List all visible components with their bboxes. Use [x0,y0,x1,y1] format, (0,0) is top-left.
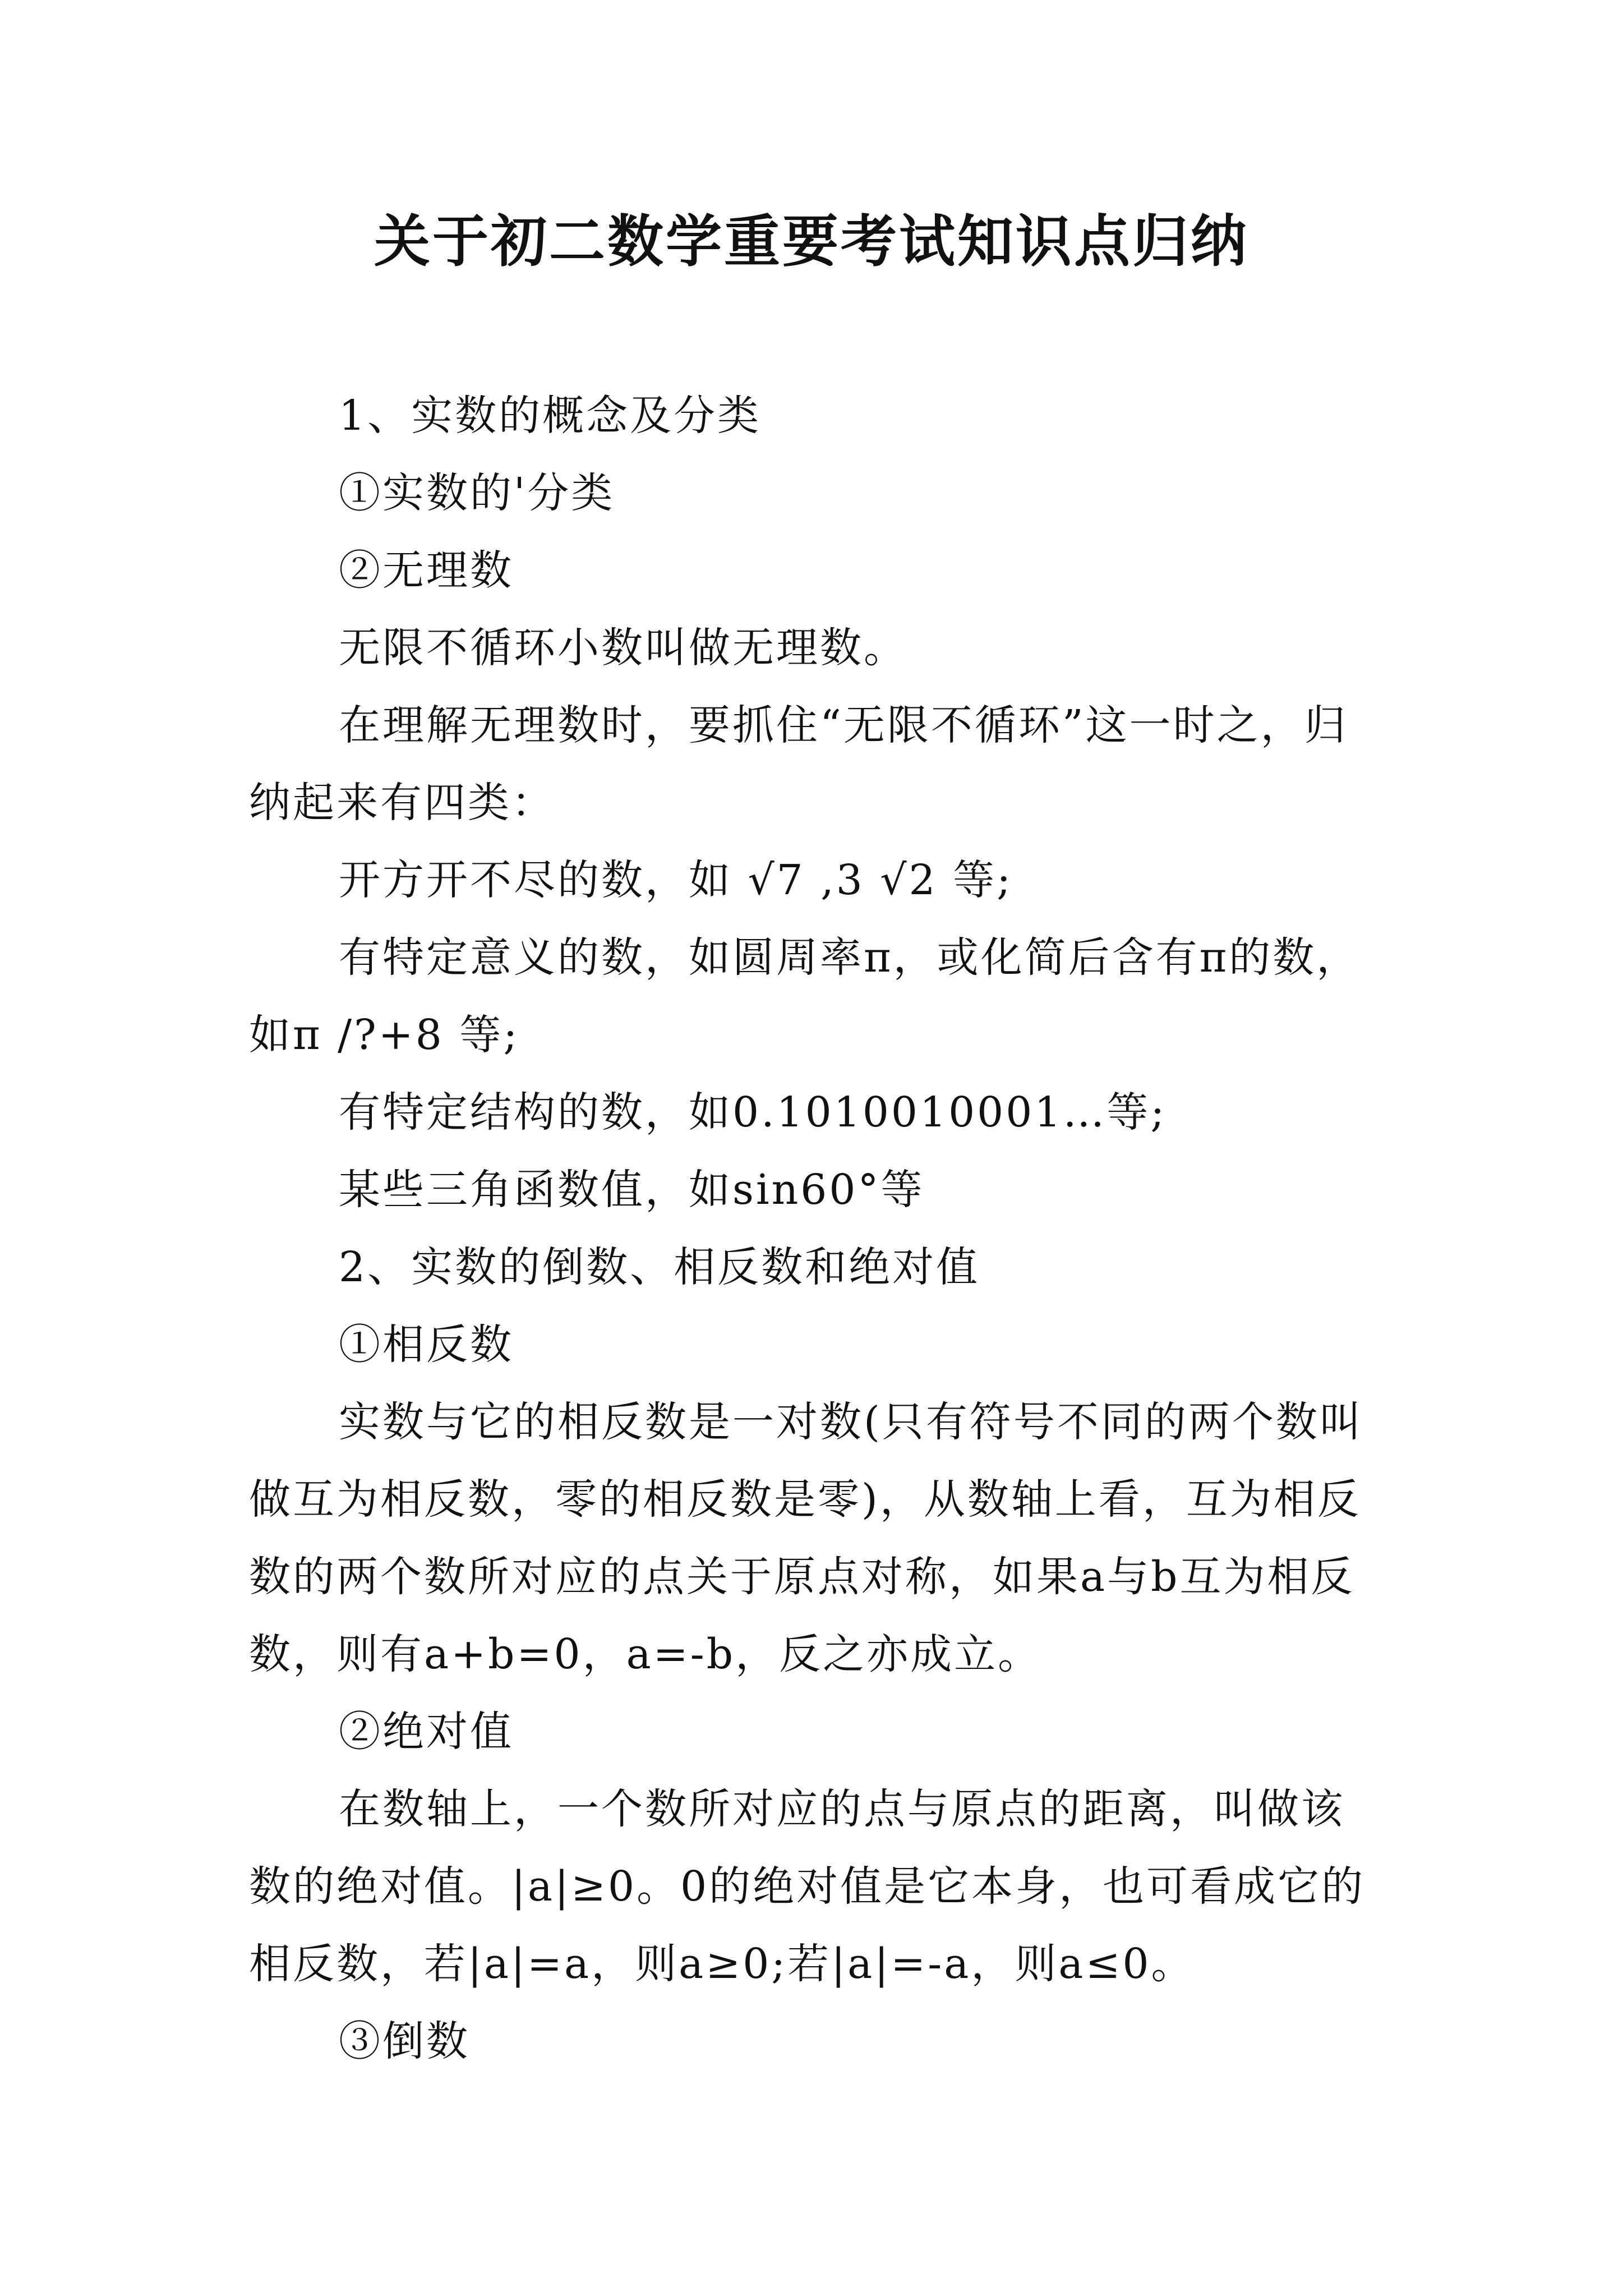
absolute-value-definition: 在数轴上，一个数所对应的点与原点的距离，叫做该数的绝对值。|a|≥0。0的绝对值是它本身，也可看成它的相反数，若|a|=a，则a≥0;若|a|=-a，则a≤0。 [249,1785,1366,1988]
section-heading-reciprocal-opposite-absolute: 2、实数的倒数、相反数和绝对值 [339,1243,980,1291]
subheading-real-number-classification: ①实数的'分类 [339,469,615,517]
opposite-number-definition: 实数与它的相反数是一对数(只有符号不同的两个数叫做互为相反数，零的相反数是零)，从数轴上看，互为相反数的两个数所对应的点关于原点对称，如果a与b互为相反数，则有a+b=0，a=-b，反之亦成立。 [249,1398,1363,1678]
irrational-understanding: 在理解无理数时，要抓住“无限不循环”这一时之，归纳起来有四类： [249,701,1348,827]
subheading-opposite-number: ①相反数 [339,1320,514,1369]
subheading-absolute-value: ②绝对值 [339,1708,514,1756]
section-heading-real-number-concept: 1、实数的概念及分类 [339,392,762,440]
document-title: 关于初二数学重要考试知识点归纳 [374,208,1249,274]
irrational-type-structure: 有特定结构的数，如0.1010010001…等; [339,1088,1167,1137]
irrational-type-pi: 有特定意义的数，如圆周率π，或化简后含有π的数，如π /?+8 等; [249,933,1361,1059]
irrational-type-trig: 某些三角函数值，如sin60°等 [339,1166,925,1214]
subheading-reciprocal: ③倒数 [339,2017,470,2065]
subheading-irrational-number: ②无理数 [339,546,514,595]
irrational-type-roots: 开方开不尽的数，如 √7 ,3 √2 等; [339,856,1013,904]
document-body [249,377,1380,2080]
irrational-definition: 无限不循环小数叫做无理数。 [339,624,907,672]
